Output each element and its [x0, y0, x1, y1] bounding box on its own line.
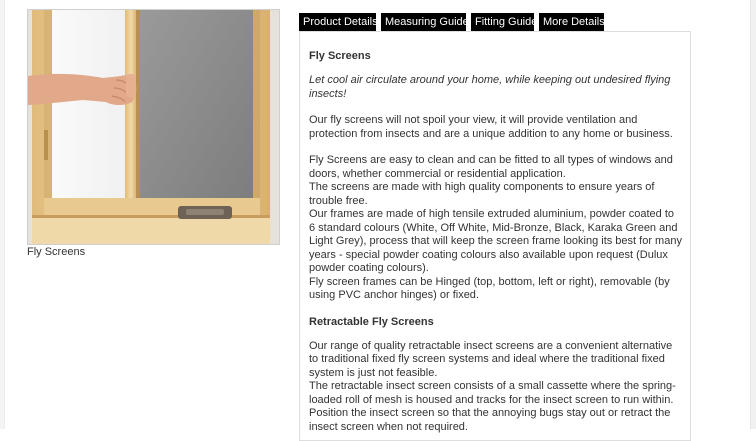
section-heading-fly-screens: Fly Screens	[309, 50, 371, 62]
window-fly-screen-illustration	[28, 10, 279, 244]
intro-text: Let cool air circulate around your home, while keeping out undesired flying insects!	[309, 74, 671, 100]
tab-measuring-guide[interactable]: Measuring Guide	[381, 13, 466, 31]
product-image[interactable]	[27, 9, 280, 245]
paragraph-frames: Our frames are made of high tensile extruded aluminium, powder coated to 6 standard colours (White, Off White, Mid-Bronze, Black, Karaka Green and Light Grey), process that will keep the screen frame looking its best for many years - special powder coating colours also available upon request (Dulux powder coating colours).	[309, 208, 682, 274]
paragraph-cleaning: Fly Screens are easy to clean and can be fitted to all types of windows and doors, whether commercial or residential application.	[309, 154, 673, 180]
paragraph-hinges: Fly screen frames can be Hinged (top, bottom, left or right), removable (by using PVC anchor hinges) or fixed.	[309, 275, 670, 301]
page-edge-left	[0, 0, 5, 429]
tab-fitting-guide[interactable]: Fitting Guide	[471, 13, 534, 31]
paragraph-quality: The screens are made with high quality components to ensure years of trouble free.	[309, 181, 655, 207]
tab-product-details[interactable]: Product Details	[299, 13, 376, 31]
image-caption: Fly Screens	[27, 246, 86, 258]
page-edge-right	[750, 0, 756, 429]
tab-more-details[interactable]: More Details	[539, 13, 604, 31]
product-details-panel[interactable]	[299, 31, 691, 441]
paragraph-retractable-range: Our range of quality retractable insect screens are a convenient alternative to traditional fixed fly screen systems and ideal where the traditional fixed system is just not feasible.	[309, 339, 673, 379]
section-heading-retractable: Retractable Fly Screens	[309, 315, 434, 328]
paragraph-benefits: Our fly screens will not spoil your view, it will provide ventilation and protection from insects and are a unique addition to any home or business.	[309, 114, 673, 140]
paragraph-retractable-cassette: The retractable insect screen consists of a small cassette where the spring-loaded roll of mesh is housed and tracks for the insect screen to run within.	[309, 380, 676, 406]
paragraph-retractable-position: Position the insect screen so that the annoying bugs stay out or retract the insect screen when not required.	[309, 407, 671, 433]
